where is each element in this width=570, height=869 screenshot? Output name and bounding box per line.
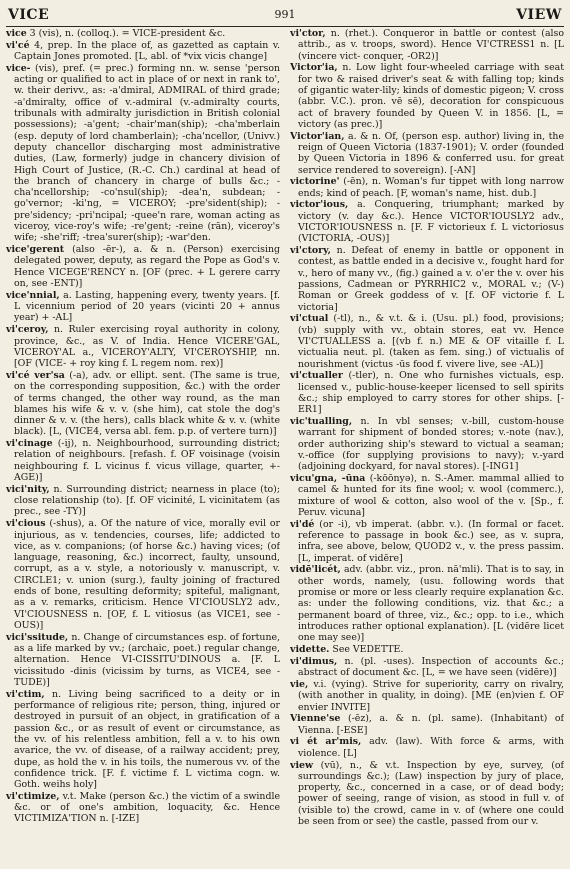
entry-headword: vice- [6, 62, 31, 74]
entry-headword: vice'nnial, [6, 289, 60, 301]
entry-headword: vi'dé [290, 518, 315, 530]
entry-headword: vicu'gna, -ūna [290, 473, 366, 485]
dictionary-entry [290, 656, 564, 679]
entry-definition: (-shus), a. Of the nature of vice, morally evil or injurious, as v. tendencies, courses, life; addicted to vice, as v. companions; (of horse &c.) having vices; (of language, reasoning, &c.) incorrect, faulty, unsound, corrupt, as a v. style, a notoriously v. manuscript, v. CIRCLE1; v. union (surg.), faulty joining of fractured ends of bone, resulting deformity; spiteful, malignant, as a v. remarks, criticism. Hence VI'CIOUSLY2 adv., VI'CIOUSNESS n. [OF, f. L vitiosus (as VICE1, see -OUS)] [14, 518, 280, 631]
dictionary-entry [290, 199, 564, 244]
dictionary-entry [6, 689, 280, 791]
dictionary-entry [290, 245, 564, 313]
dictionary-entry [290, 564, 564, 643]
entry-definition: v.t. Make (person &c.) the victim of a swindle &c. or of one's ambition, loquacity, &c. Hence VICTIMIZA'TION n. [-IZE] [14, 790, 280, 825]
dictionary-entry [6, 244, 280, 289]
entry-headword: vi'cé [6, 39, 30, 51]
entry-definition: n. Change of circumstances esp. of fortune, as a life marked by vv.; (archaic, poet.) regular change, alternation. Hence VI-CISSITU'DINOUS a. [F. L vicissitudo -dinis (vicissim by turns, as VICE4, see -TUDE)] [14, 631, 280, 688]
dictionary-entry [6, 40, 280, 63]
entry-headword: vi'ceroy, [6, 324, 49, 336]
entry-headword: vici'ssitude, [6, 631, 69, 643]
dictionary-entry [290, 176, 564, 199]
entry-definition: n. Defeat of enemy in battle or opponent in contest, as battle ended in a decisive v., fought hard for v., hero of many vv., (fig.) gained a v. o'er the v. over his passions, Cadmean or PYRRHIC2 v., MORAL v.; (V-) Roman or Greek goddess of v. [f. OF victorie f. L victoria] [298, 245, 564, 313]
entry-definition: n. (pl. -uses). Inspection of accounts &c.; abstract of document &c. [L, = we have seen (vidēre)] [298, 655, 564, 679]
entry-headword: vie, [290, 678, 309, 690]
dictionary-entry [290, 760, 564, 828]
entry-definition: See VEDETTE. [332, 644, 404, 656]
entry-definition: a. Lasting, happening every, twenty years. [f. L vicennium period of 20 years (vicinti 20 + annus year) + -AL] [14, 289, 280, 324]
dictionary-entry [6, 370, 280, 438]
entry-headword: view [290, 759, 314, 771]
entry-headword: vi'cinage [6, 438, 53, 450]
dictionary-entry [290, 713, 564, 736]
left-column [6, 28, 280, 865]
entry-headword: victor'ious, [290, 199, 349, 211]
entry-headword: victorine' [290, 176, 340, 188]
dictionary-entry [290, 736, 564, 759]
dictionary-entry [290, 679, 564, 713]
entry-headword: vici'nity, [6, 483, 50, 495]
entry-definition: (or -i), vb imperat. (abbr. v.). (In formal or facet. reference to passage in book &c.) see, as v. supra, infra, see above, below, QUOD2 v., v. the press passim. [L, imperat. of vidēre] [298, 518, 564, 564]
dictionary-entry [6, 324, 280, 369]
entry-headword: Victor'ia, [290, 62, 338, 74]
entry-definition: (-ēn), n. Woman's fur tippet with long narrow ends; kind of peach. [F, woman's name, hist. dub.] [298, 176, 564, 199]
entry-headword: vi'ctim, [6, 688, 45, 700]
dictionary-entry [6, 438, 280, 483]
entry-definition: n. In vbl senses; v.-bill, custom-house warrant for shipment of bonded stores; v.-note (nav.), order authorizing ship's steward to victual a seaman; v.-office (for supplying provisions to navy); v.-yard (adjoining dockyard, for naval stores). [-ING1] [298, 416, 564, 473]
right-guideword: VIEW [516, 7, 562, 23]
entry-definition: (also -ēr-), a. & n. (Person) exercising delegated power, deputy, as regard the Pope as God's v. Hence VICEGE'RENCY n. [OF (prec. + L gerere carry on, see -ENT)] [14, 244, 280, 290]
entry-definition: (vis), pref. (= prec.) forming nn. w. sense 'person acting or qualified to act in place of or next in rank to', w. their derivv., as: -a'dmiral, ADMIRAL of third grade; -a'dmiralty, office of v.-admiral (v.-admiralty courts, tribunals with admiralty jurisdiction in British colonial possessions); -a'gent; -chair'man(ship); -cha'mberlain (esp. deputy of lord chamberlain); -cha'ncellor, (Univv.) deputy chancellor discharging most administrative duties, (Law, formerly) judge in chancery division of High Court of Justice, (R.-C. Ch.) cardinal at head of the branch of chancery in charge of bulls &c.; -cha'ncellorship; -co'nsul(ship); -dea'n, subdean; -go'vernor; -ki'ng, = VICEROY; -pre'sident(ship); -pre'sidency; -pri'ncipal; -quee'n rare, woman acting as viceroy, vice-roy's wife; -re'gent; -reine (rān), viceroy's wife; -she'riff; -trea'surer(ship); -war'den. [14, 62, 280, 244]
dictionary-entry [290, 644, 564, 655]
entry-definition: 4, prep. In the place of, as gazetted as captain v. Captain Jones promoted. [L, abl. of *vix vicis change] [14, 39, 280, 63]
entry-definition: n. Ruler exercising royal authority in colony, province, &c., as V. of India. Hence VICERE'GAL, VICEROY'AL a., VICEROY'ALTY, VI'CEROYSHIP, nn. [OF (VICE- + roy king f. L regem nom. rex)] [14, 324, 280, 370]
entry-definition: (vū), n., & v.t. Inspection by eye, survey, (of surroundings &c.); (Law) inspection by jury of place, property, &c., concerned in a case, or of dead body; power of seeing, range of vision, as stood in full v. of (visible to) the crowd, came in v. of (where one could be seen from or see) the castle, passed from our v. [298, 759, 564, 827]
entry-headword: vic'tualling, [290, 416, 353, 428]
entry-definition: (-ij), n. Neighbourhood, surrounding district; relation of neighbours. [refash. f. OF voisinage (voisin neighbouring f. L vicinus f. vicus village, quarter, +-AGE)] [14, 438, 280, 484]
dictionary-entry [290, 313, 564, 369]
dictionary-entry [6, 791, 280, 825]
entry-headword: vi ét ar'mis, [290, 736, 362, 748]
entry-definition: adv. (abbr. viz., pron. nā'mli). That is to say, in other words, namely, (usu. following words that promise or more or less clearly require explanation &c. as: under the following conditions, viz. that &c.; a permanent board of three, viz., &c.; opp. to i.e., which introduces rather optional explanation). [L (vidēre licet one may see)] [298, 564, 564, 644]
dictionary-entry [6, 290, 280, 324]
dictionary-entry [6, 484, 280, 518]
entry-headword: vidē'licét, [290, 564, 341, 576]
dictionary-entry [290, 62, 564, 130]
dictionary-entry [290, 519, 564, 564]
entry-headword: vi'ctimize, [6, 790, 60, 802]
entry-headword: vi'ctual [290, 313, 329, 325]
entry-definition: (-a), adv. or ellipt. sent. (The same is true, on the corresponding supposition, &c.) with the order of terms changed, the other way round, as the man blames his wife & v. v. (she him), cat stole the dog's dinner & v. v. (the hers), calls black white & v. v. (white black). [L, (VICE4, versa abl. fem. p.p. of vertere turn)] [14, 369, 280, 438]
entry-headword: Victor'ian, [290, 130, 345, 142]
columns [6, 28, 564, 865]
entry-definition: n. Living being sacrificed to a deity or in performance of religious rite; person, thing, injured or destroyed in pursuit of an object, in gratification of a passion &c., or as result of event or circumstance, as the vv. of his relentless ambition, fell a v. to his own avarice, the vv. of disease, of a railway accident; prey, dupe, as hold the v. in his toils, the numerous vv. of the confidence trick. [F. f. victime f. L victima cogn. w. Goth. weihs holy] [14, 688, 280, 791]
entry-headword: vi'dimus, [290, 655, 338, 667]
entry-definition: (-kōōnyə), n. S.-Amer. mammal allied to camel & hunted for its fine wool; v. wool (commerc.), mixture of wool & cotton, also wool of the v. [Sp., f. Peruv. vicuna] [298, 473, 564, 518]
left-guideword: VICE [8, 7, 50, 23]
dictionary-entry [290, 416, 564, 472]
entry-definition: (-tl), n., & v.t. & i. (Usu. pl.) food, provisions; (vb) supply with vv., obtain stores, eat vv. Hence VI'CTUALLESS a. [(vb f. n.) ME & OF vitaille f. L victualia neut. pl. (taken as fem. sing.) of victualis of nourishment (victus -ūs food f. vivere live, see -AL)] [298, 313, 564, 370]
entry-definition: 3 (vis), n. (colloq.). = VICE-president &c. [29, 28, 226, 39]
entry-headword: vi'ctory, [290, 245, 331, 257]
entry-definition: (-tler), n. One who furnishes victuals, esp. licensed v., public-house-keeper licensed to sell spirits &c.; ship employed to carry stores for other ships. [-ER1] [298, 370, 564, 416]
entry-headword: vi'ctualler [290, 370, 343, 382]
entry-headword: vi'cé ver'sa [6, 369, 65, 381]
dictionary-entry [290, 473, 564, 518]
dictionary-entry [6, 632, 280, 688]
entry-definition: v.i. (vying). Strive for superiority, carry on rivalry, (with another in quality, in doing). [ME (en)vien f. OF envier INVITE] [298, 678, 564, 713]
entry-headword: vidette. [290, 644, 330, 656]
entry-definition: n. Surrounding district; nearness in place (to); close relationship (to). [f. OF vicinité, L vicinitatem (as prec., see -TY)] [14, 483, 280, 518]
entry-definition: n. (rhet.). Conqueror in battle or contest (also attrib., as v. troops, sword). Hence VI'CTRESS1 n. [L (vincere vict- conquer, -OR2)] [298, 28, 564, 62]
dictionary-entry [6, 518, 280, 631]
dictionary-entry [290, 28, 564, 62]
page-header [6, 4, 564, 27]
right-column [290, 28, 564, 865]
dictionary-entry [290, 370, 564, 415]
entry-headword: vi'ctor, [290, 28, 326, 39]
entry-definition: a. & n. Of, (person esp. author) living in, the reign of Queen Victoria (1837-1901); V. order (founded by Queen Victoria in 1896 & conferred usu. for great service rendered to sovereign). [-AN] [298, 130, 564, 176]
page-number: 991 [274, 8, 296, 21]
dictionary-entry [290, 131, 564, 176]
entry-definition: (-ēz), a. & n. (pl. same). (Inhabitant) of Vienna. [-ESE] [298, 713, 564, 736]
entry-definition: a. Conquering, triumphant; marked by victory (v. day &c.). Hence VICTOR'IOUSLY2 adv., VICTOR'IOUSNESS n. [F. F victorieux f. L victoriosus (VICTORIA, -OUS)] [298, 199, 564, 245]
entry-headword: vi'cious [6, 518, 46, 530]
dictionary-entry [6, 28, 280, 39]
entry-definition: n. Low light four-wheeled carriage with seat for two & raised driver's seat & with falling top; kinds of gigantic water-lily; kinds of domestic pigeon; V. cross (abbr. V.C.). pron. vē sē), decoration for conspicuous act of bravery founded by Queen V. in 1856. [L, = victory (as prec.)] [298, 62, 564, 130]
dictionary-entry [6, 63, 280, 244]
entry-headword: vice [6, 28, 27, 39]
entry-definition: adv. (law). With force & arms, with violence. [L] [298, 736, 564, 759]
entry-headword: vice'gerent [6, 244, 65, 256]
entry-headword: Vienne'se [290, 713, 341, 725]
